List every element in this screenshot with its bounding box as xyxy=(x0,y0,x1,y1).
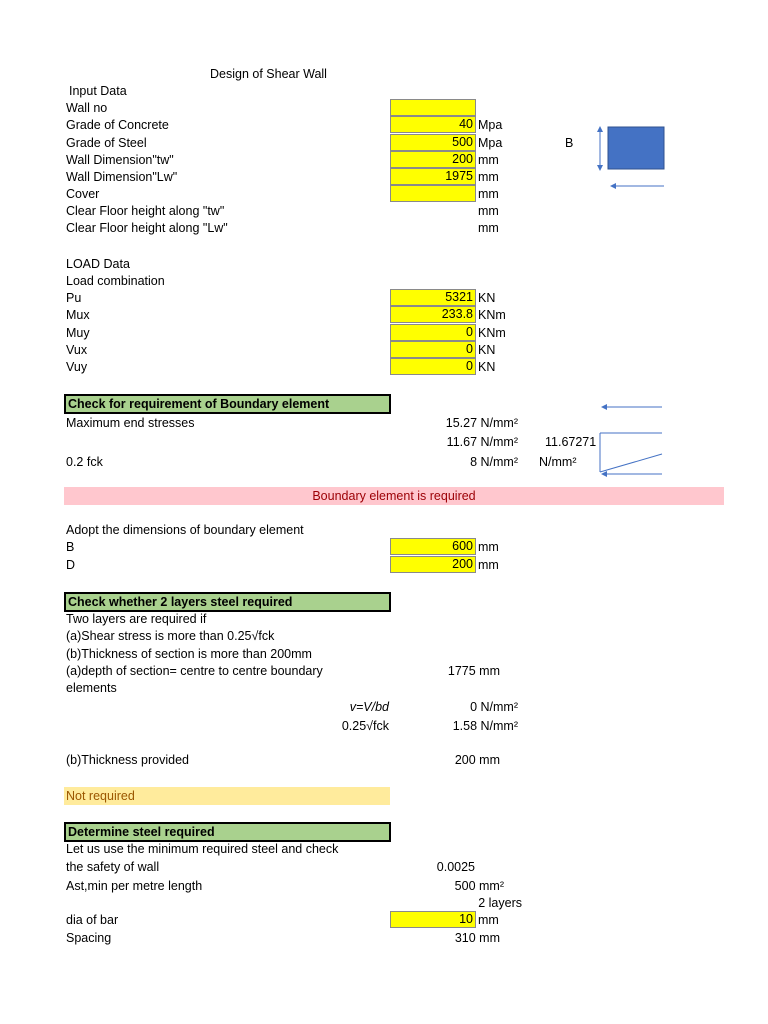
steel-heading: Determine steel required xyxy=(64,822,391,842)
load-combination-label: Load combination xyxy=(66,274,165,288)
spacing-label: Spacing xyxy=(66,931,112,945)
label-muy: Muy xyxy=(66,326,90,340)
label-wall-lw: Wall Dimension"Lw" xyxy=(66,170,178,184)
dia-bar-label: dia of bar xyxy=(66,913,119,927)
unit-pu: KN xyxy=(478,291,496,305)
unit-floor-height-lw: mm xyxy=(478,221,499,235)
load-data-heading: LOAD Data xyxy=(66,257,130,271)
fck-label: 0.2 fck xyxy=(66,455,103,469)
vux-input[interactable]: 0 xyxy=(390,341,476,358)
layers-check-heading: Check whether 2 layers steel required xyxy=(64,592,391,612)
ast-min-value: 500 mm² xyxy=(454,879,504,893)
label-floor-height-tw: Clear Floor height along "tw" xyxy=(66,204,225,218)
layers-line-2: (a)Shear stress is more than 0.25√fck xyxy=(66,629,275,643)
label-vux: Vux xyxy=(66,343,88,357)
label-wall-tw: Wall Dimension"tw" xyxy=(66,153,174,167)
unit-cover: mm xyxy=(478,187,499,201)
unit-wall-tw: mm xyxy=(478,153,499,167)
cover-input[interactable] xyxy=(390,185,476,202)
layers-line-4b: elements xyxy=(66,681,117,695)
wall-no-input[interactable] xyxy=(390,99,476,116)
fck-root-value: 1.58 N/mm² xyxy=(452,719,518,733)
label-floor-height-lw: Clear Floor height along "Lw" xyxy=(66,221,228,235)
layers-result-banner: Not required xyxy=(64,787,390,805)
label-grade-steel: Grade of Steel xyxy=(66,136,147,150)
wall-lw-input[interactable]: 1975 xyxy=(390,168,476,185)
ast-min-label: Ast,min per metre length xyxy=(66,879,203,893)
wall-tw-input[interactable]: 200 xyxy=(390,151,476,168)
grade-concrete-input[interactable]: 40 xyxy=(390,116,476,133)
unit-floor-height-tw: mm xyxy=(478,204,499,218)
depth-value: 1775 mm xyxy=(447,664,500,678)
unit-mux: KNm xyxy=(478,308,506,322)
fck-root-label: 0.25√fck xyxy=(341,719,389,733)
boundary-d-input[interactable]: 200 xyxy=(390,556,476,573)
label-boundary-b: B xyxy=(66,540,75,554)
thickness-provided-label: (b)Thickness provided xyxy=(66,753,189,767)
boundary-dims-heading: Adopt the dimensions of boundary element xyxy=(66,523,304,537)
label-grade-concrete: Grade of Concrete xyxy=(66,118,169,132)
unit-grade-steel: Mpa xyxy=(478,136,503,150)
dia-bar-unit: mm xyxy=(478,913,499,927)
boundary-b-input[interactable]: 600 xyxy=(390,538,476,555)
stress-value-1: 15.27 N/mm² xyxy=(445,416,518,430)
steel-ratio: 0.0025 xyxy=(436,860,475,874)
label-boundary-d: D xyxy=(66,558,76,572)
label-cover: Cover xyxy=(66,187,100,201)
unit-vux: KN xyxy=(478,343,496,357)
unit-vuy: KN xyxy=(478,360,496,374)
steel-line-1: Let us use the minimum required steel and check xyxy=(66,842,339,856)
fck-value: 8 N/mm² xyxy=(470,455,518,469)
steel-line-2: the safety of wall xyxy=(66,860,160,874)
layers-count: 2 layers xyxy=(478,896,522,910)
unit-boundary-d: mm xyxy=(478,558,499,572)
label-pu: Pu xyxy=(66,291,82,305)
v-formula-label: v=V/bd xyxy=(349,700,389,714)
mux-input[interactable]: 233.8 xyxy=(390,306,476,323)
label-wall-no: Wall no xyxy=(66,101,108,115)
layers-line-4a: (a)depth of section= centre to centre boundary xyxy=(66,664,323,678)
unit-wall-lw: mm xyxy=(478,170,499,184)
max-end-stresses-label: Maximum end stresses xyxy=(66,416,195,430)
layers-line-1: Two layers are required if xyxy=(66,612,207,626)
v-value: 0 N/mm² xyxy=(470,700,518,714)
page-title: Design of Shear Wall xyxy=(210,67,327,81)
thickness-provided-value: 200 mm xyxy=(454,753,500,767)
fck-extra-unit: N/mm² xyxy=(539,455,577,469)
diagram-label-b: B xyxy=(565,136,574,150)
stress-diagram xyxy=(596,398,666,478)
muy-input[interactable]: 0 xyxy=(390,324,476,341)
spacing-value: 310 mm xyxy=(454,931,500,945)
boundary-check-heading: Check for requirement of Boundary element xyxy=(64,394,391,414)
stress-value-2: 11.67 N/mm² xyxy=(446,435,518,449)
label-vuy: Vuy xyxy=(66,360,88,374)
label-mux: Mux xyxy=(66,308,90,322)
wall-section-diagram xyxy=(590,122,668,192)
boundary-result-banner: Boundary element is required xyxy=(64,487,724,505)
stress-value-2-extra: 11.67271 xyxy=(545,435,597,449)
unit-muy: KNm xyxy=(478,326,506,340)
unit-boundary-b: mm xyxy=(478,540,499,554)
vuy-input[interactable]: 0 xyxy=(390,358,476,375)
input-data-heading: Input Data xyxy=(69,84,127,98)
grade-steel-input[interactable]: 500 xyxy=(390,134,476,151)
pu-input[interactable]: 5321 xyxy=(390,289,476,306)
dia-bar-input[interactable]: 10 xyxy=(390,911,476,928)
layers-line-3: (b)Thickness of section is more than 200mm xyxy=(66,647,312,661)
unit-grade-concrete: Mpa xyxy=(478,118,503,132)
